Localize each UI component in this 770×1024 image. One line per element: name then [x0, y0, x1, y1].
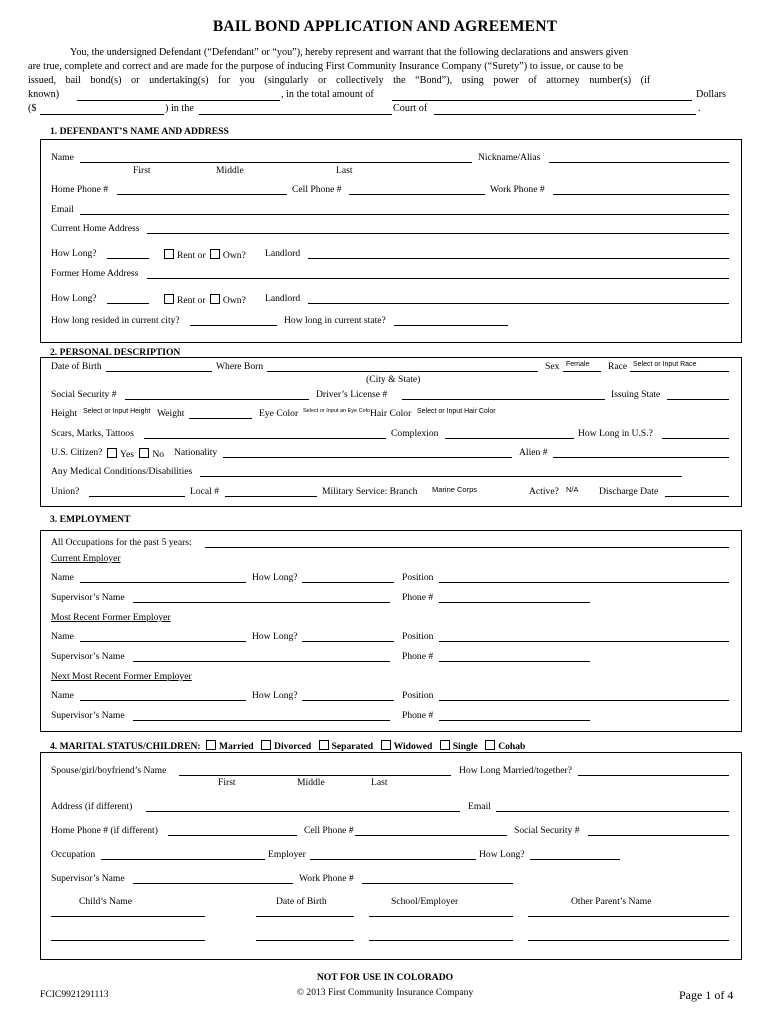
spouse-how-long-label: How Long? [479, 849, 525, 860]
recent-employer-how-long-field[interactable] [302, 641, 394, 642]
citizen-label: U.S. Citizen? [51, 447, 103, 458]
next-recent-employer-heading: Next Most Recent Former Employer [51, 671, 192, 682]
spouse-occupation-label: Occupation [51, 849, 96, 860]
how-long-us-field[interactable] [662, 438, 729, 439]
dob-field[interactable] [106, 371, 212, 372]
discharge-label: Discharge Date [599, 486, 659, 497]
current-phone-field[interactable] [439, 602, 590, 603]
race-label: Race [608, 361, 628, 372]
medical-label: Any Medical Conditions/Disabilities [51, 466, 193, 477]
rent-label: Rent or [177, 250, 206, 261]
height-label: Height [51, 408, 78, 419]
court-of-field[interactable] [434, 114, 696, 115]
recent-employer-how-long-label: How Long? [252, 631, 298, 642]
complexion-field[interactable] [445, 438, 574, 439]
issuing-state-field[interactable] [667, 399, 729, 400]
local-label: Local # [190, 486, 220, 497]
active-label: Active? [529, 486, 559, 497]
citizen-no-checkbox[interactable] [139, 448, 149, 458]
state-long-label: How long in current state? [284, 315, 386, 326]
spouse-field[interactable] [179, 775, 451, 776]
widowed-label: Widowed [393, 741, 433, 752]
child-school-header: School/Employer [391, 896, 459, 907]
child-2-school-field[interactable] [369, 940, 513, 941]
citizen-yes-checkbox[interactable] [107, 448, 117, 458]
cell-phone-field[interactable] [349, 194, 485, 195]
spouse-employer-label: Employer [268, 849, 306, 860]
nickname-field[interactable] [549, 162, 729, 163]
current-home-label: Current Home Address [51, 223, 140, 234]
former-own-checkbox[interactable] [210, 294, 220, 304]
alien-label: Alien # [519, 447, 548, 458]
child-2-name-field[interactable] [51, 940, 205, 941]
spouse-how-long-field[interactable] [530, 859, 620, 860]
intro-line-4-end: Dollars [696, 89, 726, 100]
next-phone-label: Phone # [402, 710, 434, 721]
section-4-box [40, 752, 742, 960]
recent-employer-name-field[interactable] [80, 641, 246, 642]
recent-phone-label: Phone # [402, 651, 434, 662]
other-parent-header: Other Parent’s Name [571, 896, 652, 907]
spouse-cell-phone-label: Cell Phone # [304, 825, 354, 836]
former-rent-checkbox[interactable] [164, 294, 174, 304]
landlord-field[interactable] [308, 258, 729, 259]
child-2-other-parent-field[interactable] [528, 940, 729, 941]
section-4-heading: 4. MARITAL STATUS/CHILDREN: [50, 741, 201, 752]
rent-checkbox[interactable] [164, 249, 174, 259]
citizen-no-label: No [152, 449, 165, 460]
not-for-colorado: NOT FOR USE IN COLORADO [316, 972, 454, 983]
military-label: Military Service: Branch [322, 486, 418, 497]
child-1-name-field[interactable] [51, 916, 205, 917]
height-select[interactable]: Select or Input Height [83, 408, 151, 415]
spouse-cell-phone-field[interactable] [355, 835, 507, 836]
former-how-long-label: How Long? [51, 293, 97, 304]
intro-line-3: issued, bail bond(s) or undertaking(s) for you (singularly or collectively the “Bond”), using power of attorney number(s) (if [28, 75, 651, 86]
spouse-address-field[interactable] [146, 811, 460, 812]
rent-own-checkboxes [164, 249, 246, 261]
current-phone-label: Phone # [402, 592, 434, 603]
separated-checkbox[interactable] [319, 740, 329, 750]
spouse-email-label: Email [468, 801, 491, 812]
complexion-label: Complexion [391, 428, 439, 439]
intro-line-4-start: known) [28, 89, 60, 100]
ssn-label: Social Security # [51, 389, 117, 400]
sex-select[interactable]: Female [566, 361, 590, 368]
spouse-ssn-field[interactable] [588, 835, 729, 836]
medical-field[interactable] [200, 476, 682, 477]
section-4-heading-row [50, 740, 525, 752]
recent-employer-position-field[interactable] [439, 641, 729, 642]
cell-phone-label: Cell Phone # [292, 184, 342, 195]
alien-field[interactable] [553, 457, 729, 458]
sex-field-line [563, 371, 601, 372]
state-long-field[interactable] [394, 325, 508, 326]
next-supervisor-label: Supervisor’s Name [51, 710, 125, 721]
section-1-heading: 1. DEFENDANT’S NAME AND ADDRESS [50, 126, 229, 137]
active-select[interactable]: N/A [566, 485, 579, 494]
section-3-heading: 3. EMPLOYMENT [50, 514, 131, 525]
local-field[interactable] [225, 496, 317, 497]
next-phone-field[interactable] [439, 720, 590, 721]
total-amount-field[interactable] [40, 114, 164, 115]
first-sublabel: First [133, 165, 151, 176]
widowed-checkbox[interactable] [381, 740, 391, 750]
spouse-last-sublabel: Last [371, 777, 388, 788]
recent-employer-heading: Most Recent Former Employer [51, 612, 171, 623]
current-supervisor-label: Supervisor’s Name [51, 592, 125, 603]
form-title: BAIL BOND APPLICATION AND AGREEMENT [212, 18, 558, 35]
union-field[interactable] [89, 496, 185, 497]
intro-line-5-court: Court of [393, 103, 428, 114]
spouse-supervisor-field[interactable] [133, 883, 293, 884]
branch-select[interactable]: Marine Corps [432, 485, 478, 494]
how-long-married-label: How Long Married/together? [459, 765, 572, 776]
recent-supervisor-field[interactable] [133, 661, 390, 662]
former-landlord-label: Landlord [265, 293, 301, 304]
next-employer-position-field[interactable] [439, 700, 729, 701]
current-home-field[interactable] [147, 233, 729, 234]
work-phone-field[interactable] [553, 194, 729, 195]
issuing-state-label: Issuing State [611, 389, 661, 400]
landlord-label: Landlord [265, 248, 301, 259]
former-home-field[interactable] [147, 278, 729, 279]
intro-line-2: are true, complete and correct and are made for the purpose of inducing First Community Insurance Company (“Surety”) to issue, or cause to be [28, 61, 624, 72]
nationality-field[interactable] [223, 457, 512, 458]
city-long-label: How long resided in current city? [51, 315, 180, 326]
former-rent-own-checkboxes [164, 294, 246, 306]
spouse-middle-sublabel: Middle [297, 777, 325, 788]
former-rent-label: Rent or [177, 295, 206, 306]
married-checkbox[interactable] [206, 740, 216, 750]
hair-color-label: Hair Color [370, 408, 412, 419]
child-1-other-parent-field[interactable] [528, 916, 729, 917]
scars-field[interactable] [144, 438, 386, 439]
intro-line-5-end: . [698, 103, 701, 114]
own-label: Own? [222, 250, 246, 261]
city-long-field[interactable] [190, 325, 277, 326]
married-label: Married [219, 741, 254, 752]
spouse-employer-field[interactable] [310, 859, 476, 860]
next-supervisor-field[interactable] [133, 720, 390, 721]
spouse-address-label: Address (if different) [51, 801, 133, 812]
name-label: Name [51, 152, 74, 163]
spouse-occupation-field[interactable] [101, 859, 265, 860]
next-employer-how-long-field[interactable] [302, 700, 394, 701]
single-checkbox[interactable] [440, 740, 450, 750]
eye-color-select[interactable]: Select or Input an Eye Colo [303, 408, 370, 414]
intro-line-5-mid: ) in the [165, 103, 194, 114]
total-amount-words-field[interactable] [392, 100, 692, 101]
race-field-line [630, 371, 729, 372]
nickname-label: Nickname/Alias [478, 152, 541, 163]
form-id: FCIC9921291113 [40, 989, 109, 1000]
city-state-sublabel: (City & State) [366, 374, 421, 385]
next-employer-how-long-label: How Long? [252, 690, 298, 701]
recent-phone-field[interactable] [439, 661, 590, 662]
home-phone-field[interactable] [117, 194, 287, 195]
separated-label: Separated [331, 741, 374, 752]
spouse-email-field[interactable] [496, 811, 729, 812]
citizen-checkboxes [107, 448, 164, 460]
current-employer-position-field[interactable] [439, 582, 729, 583]
weight-label: Weight [157, 408, 185, 419]
last-sublabel: Last [336, 165, 353, 176]
divorced-checkbox[interactable] [261, 740, 271, 750]
current-employer-name-label: Name [51, 572, 74, 583]
discharge-field[interactable] [665, 496, 729, 497]
spouse-label: Spouse/girl/boyfriend’s Name [51, 765, 167, 776]
how-long-married-field[interactable] [578, 775, 729, 776]
single-label: Single [452, 741, 478, 752]
child-dob-header: Date of Birth [276, 896, 327, 907]
nationality-label: Nationality [174, 447, 218, 458]
where-born-field[interactable] [267, 371, 538, 372]
all-occupations-field[interactable] [205, 547, 729, 548]
home-phone-label: Home Phone # [51, 184, 109, 195]
intro-line-4-mid: , in the total amount of [281, 89, 374, 100]
former-home-label: Former Home Address [51, 268, 139, 279]
email-field[interactable] [80, 214, 729, 215]
union-label: Union? [51, 486, 80, 497]
page-number: Page 1 of 4 [679, 988, 734, 1002]
recent-employer-position-label: Position [402, 631, 434, 642]
cohab-checkbox[interactable] [485, 740, 495, 750]
former-own-label: Own? [222, 295, 246, 306]
spouse-home-phone-field[interactable] [168, 835, 297, 836]
child-1-dob-field[interactable] [256, 916, 354, 917]
how-long-label: How Long? [51, 248, 97, 259]
race-select[interactable]: Select or Input Race [633, 361, 697, 368]
email-label: Email [51, 204, 74, 215]
spouse-work-phone-field[interactable] [362, 883, 513, 884]
divorced-label: Divorced [274, 741, 312, 752]
intro-line-1: You, the undersigned Defendant (“Defendant” or “you”), hereby represent and warrant that the following declarations and answers given [70, 47, 629, 58]
child-2-dob-field[interactable] [256, 940, 354, 941]
middle-sublabel: Middle [216, 165, 244, 176]
all-occupations-label: All Occupations for the past 5 years: [51, 537, 192, 548]
spouse-supervisor-label: Supervisor’s Name [51, 873, 125, 884]
sex-label: Sex [545, 361, 560, 372]
current-employer-name-field[interactable] [80, 582, 246, 583]
drivers-license-field[interactable] [402, 399, 605, 400]
former-how-long-field[interactable] [107, 303, 149, 304]
cohab-label: Cohab [498, 741, 526, 752]
dob-label: Date of Birth [51, 361, 102, 372]
next-employer-name-field[interactable] [80, 700, 246, 701]
court-field[interactable] [199, 114, 392, 115]
eye-color-label: Eye Color [259, 408, 299, 419]
copyright: © 2013 First Community Insurance Company [296, 987, 474, 998]
current-employer-heading: Current Employer [51, 553, 121, 564]
weight-field[interactable] [189, 418, 252, 419]
citizen-yes-label: Yes [120, 449, 134, 460]
next-employer-name-label: Name [51, 690, 74, 701]
recent-employer-name-label: Name [51, 631, 74, 642]
scars-label: Scars, Marks, Tattoos [51, 428, 134, 439]
current-employer-how-long-field[interactable] [302, 582, 394, 583]
power-of-attorney-field[interactable] [77, 100, 280, 101]
own-checkbox[interactable] [210, 249, 220, 259]
next-employer-position-label: Position [402, 690, 434, 701]
spouse-first-sublabel: First [218, 777, 236, 788]
spouse-work-phone-label: Work Phone # [299, 873, 354, 884]
current-employer-position-label: Position [402, 572, 434, 583]
ssn-field[interactable] [125, 399, 309, 400]
current-employer-how-long-label: How Long? [252, 572, 298, 583]
spouse-home-phone-label: Home Phone # (if different) [51, 825, 158, 836]
drivers-license-label: Driver’s License # [316, 389, 388, 400]
work-phone-label: Work Phone # [490, 184, 545, 195]
section-2-heading: 2. PERSONAL DESCRIPTION [50, 347, 181, 358]
spouse-ssn-label: Social Security # [514, 825, 580, 836]
child-name-header: Child’s Name [79, 896, 133, 907]
recent-supervisor-label: Supervisor’s Name [51, 651, 125, 662]
how-long-field[interactable] [107, 258, 149, 259]
current-supervisor-field[interactable] [133, 602, 390, 603]
former-landlord-field[interactable] [308, 303, 729, 304]
hair-color-select[interactable]: Select or Input Hair Color [417, 408, 496, 415]
section-3-box [40, 530, 742, 732]
intro-line-5-start: ($ [28, 103, 37, 114]
defendant-name-field[interactable] [80, 162, 472, 163]
child-1-school-field[interactable] [369, 916, 513, 917]
where-born-label: Where Born [216, 361, 264, 372]
how-long-us-label: How Long in U.S.? [578, 428, 653, 439]
